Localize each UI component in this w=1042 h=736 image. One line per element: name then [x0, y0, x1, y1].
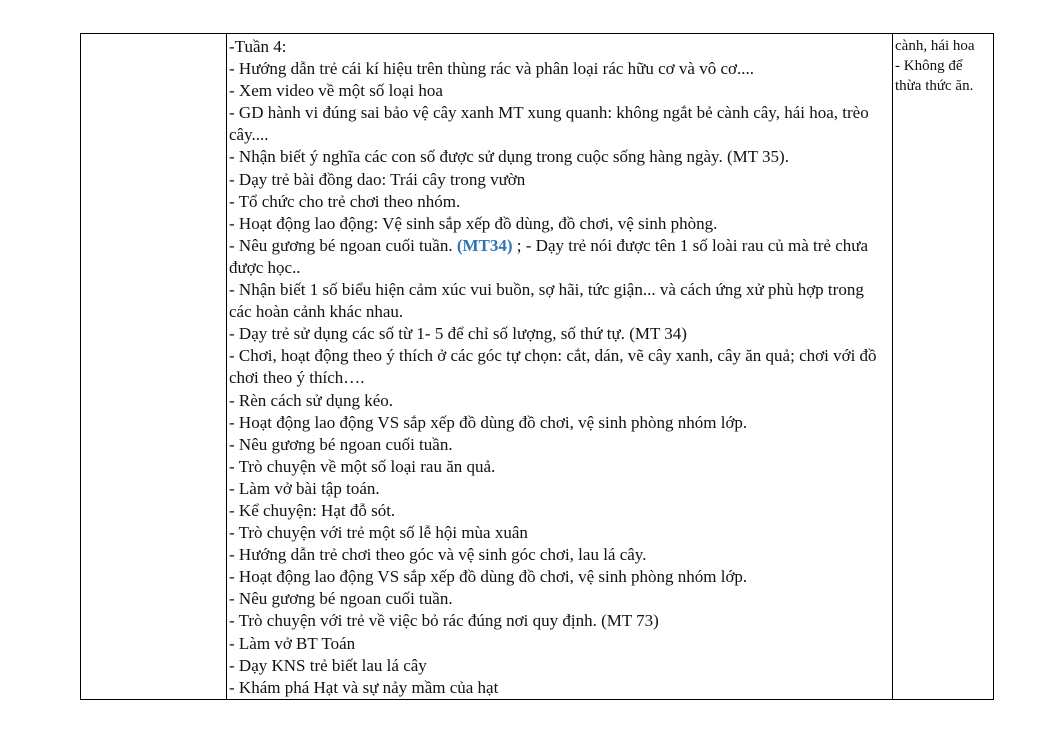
left-cell [81, 34, 227, 700]
table-row [81, 34, 994, 700]
activity-line: - Trò chuyện về một số loại rau ăn quả. [229, 456, 496, 476]
notes-content [893, 34, 993, 96]
activities-cell [227, 34, 893, 700]
activity-line: - Trò chuyện với trẻ một số lễ hội mùa xuân [229, 523, 528, 543]
activity-line: - Làm vở BT Toán [229, 633, 356, 653]
note-line: - Không để thừa thức ăn. [895, 58, 974, 94]
activity-line: - Hoạt động lao động: Vệ sinh sắp xếp đồ dùng, đồ chơi, vệ sinh phòng. [229, 213, 718, 233]
praise-line-before: - Nêu gương bé ngoan cuối tuần. [229, 235, 457, 255]
activity-line: - Hướng dẫn trẻ chơi theo góc và vệ sinh góc chơi, lau lá cây. [229, 545, 647, 565]
activity-line: - Làm vở bài tập toán. [229, 478, 380, 498]
activity-line: - Dạy trẻ sử dụng các số từ 1- 5 để chỉ số lượng, số thứ tự. (MT 34) [229, 324, 687, 344]
activity-line: - Kể chuyện: Hạt đỗ sót. [229, 500, 396, 520]
activity-line: - Hướng dẫn trẻ cái kí hiệu trên thùng rác và phân loại rác hữu cơ và vô cơ.... [229, 59, 754, 79]
activity-line: - Chơi, hoạt động theo ý thích ở các góc tự chọn: cắt, dán, vẽ cây xanh, cây ăn quả; chơi với đồ chơi theo ý thích…. [229, 346, 877, 388]
activities-content [227, 34, 892, 699]
plan-table [80, 33, 994, 700]
activity-line: - Dạy trẻ bài đồng dao: Trái cây trong vườn [229, 169, 526, 189]
activity-line: - Hoạt động lao động VS sắp xếp đồ dùng đồ chơi, vệ sinh phòng nhóm lớp. [229, 412, 748, 432]
activity-line: - Nêu gương bé ngoan cuối tuần. [229, 434, 453, 454]
activity-line: - Khám phá Hạt và sự nảy mầm của hạt [229, 677, 499, 697]
activity-line: - Nêu gương bé ngoan cuối tuần. [229, 589, 453, 609]
notes-cell [893, 34, 994, 700]
activity-line: - Dạy KNS trẻ biết lau lá cây [229, 655, 427, 675]
activity-line: - Rèn cách sử dụng kéo. [229, 390, 394, 410]
week-title: -Tuần 4: [229, 37, 287, 56]
activity-line: - GD hành vi đúng sai bảo vệ cây xanh MT xung quanh: không ngắt bẻ cành cây, hái hoa, trèo cây.... [229, 103, 869, 145]
praise-line-after: ; - Dạy trẻ nói được tên 1 số loài rau củ mà trẻ chưa được học.. [229, 235, 869, 277]
activity-line: - Nhận biết ý nghĩa các con số được sử dụng trong cuộc sống hàng ngày. (MT 35). [229, 147, 789, 167]
activity-line: - Tổ chức cho trẻ chơi theo nhóm. [229, 191, 461, 211]
goal-code-highlight: (MT34) [456, 235, 513, 255]
activity-line: - Trò chuyện với trẻ về việc bỏ rác đúng nơi quy định. (MT 73) [229, 611, 659, 631]
praise-line [229, 235, 888, 279]
activity-line: - Nhận biết 1 số biểu hiện cảm xúc vui buồn, sợ hãi, tức giận... và cách ứng xử phù hợp trong các hoàn cảnh khác nhau. [229, 280, 864, 322]
activity-line: - Xem video về một số loại hoa [229, 81, 443, 101]
note-line: cành, hái hoa [895, 38, 975, 54]
activity-line: - Hoạt động lao động VS sắp xếp đồ dùng đồ chơi, vệ sinh phòng nhóm lớp. [229, 567, 748, 587]
